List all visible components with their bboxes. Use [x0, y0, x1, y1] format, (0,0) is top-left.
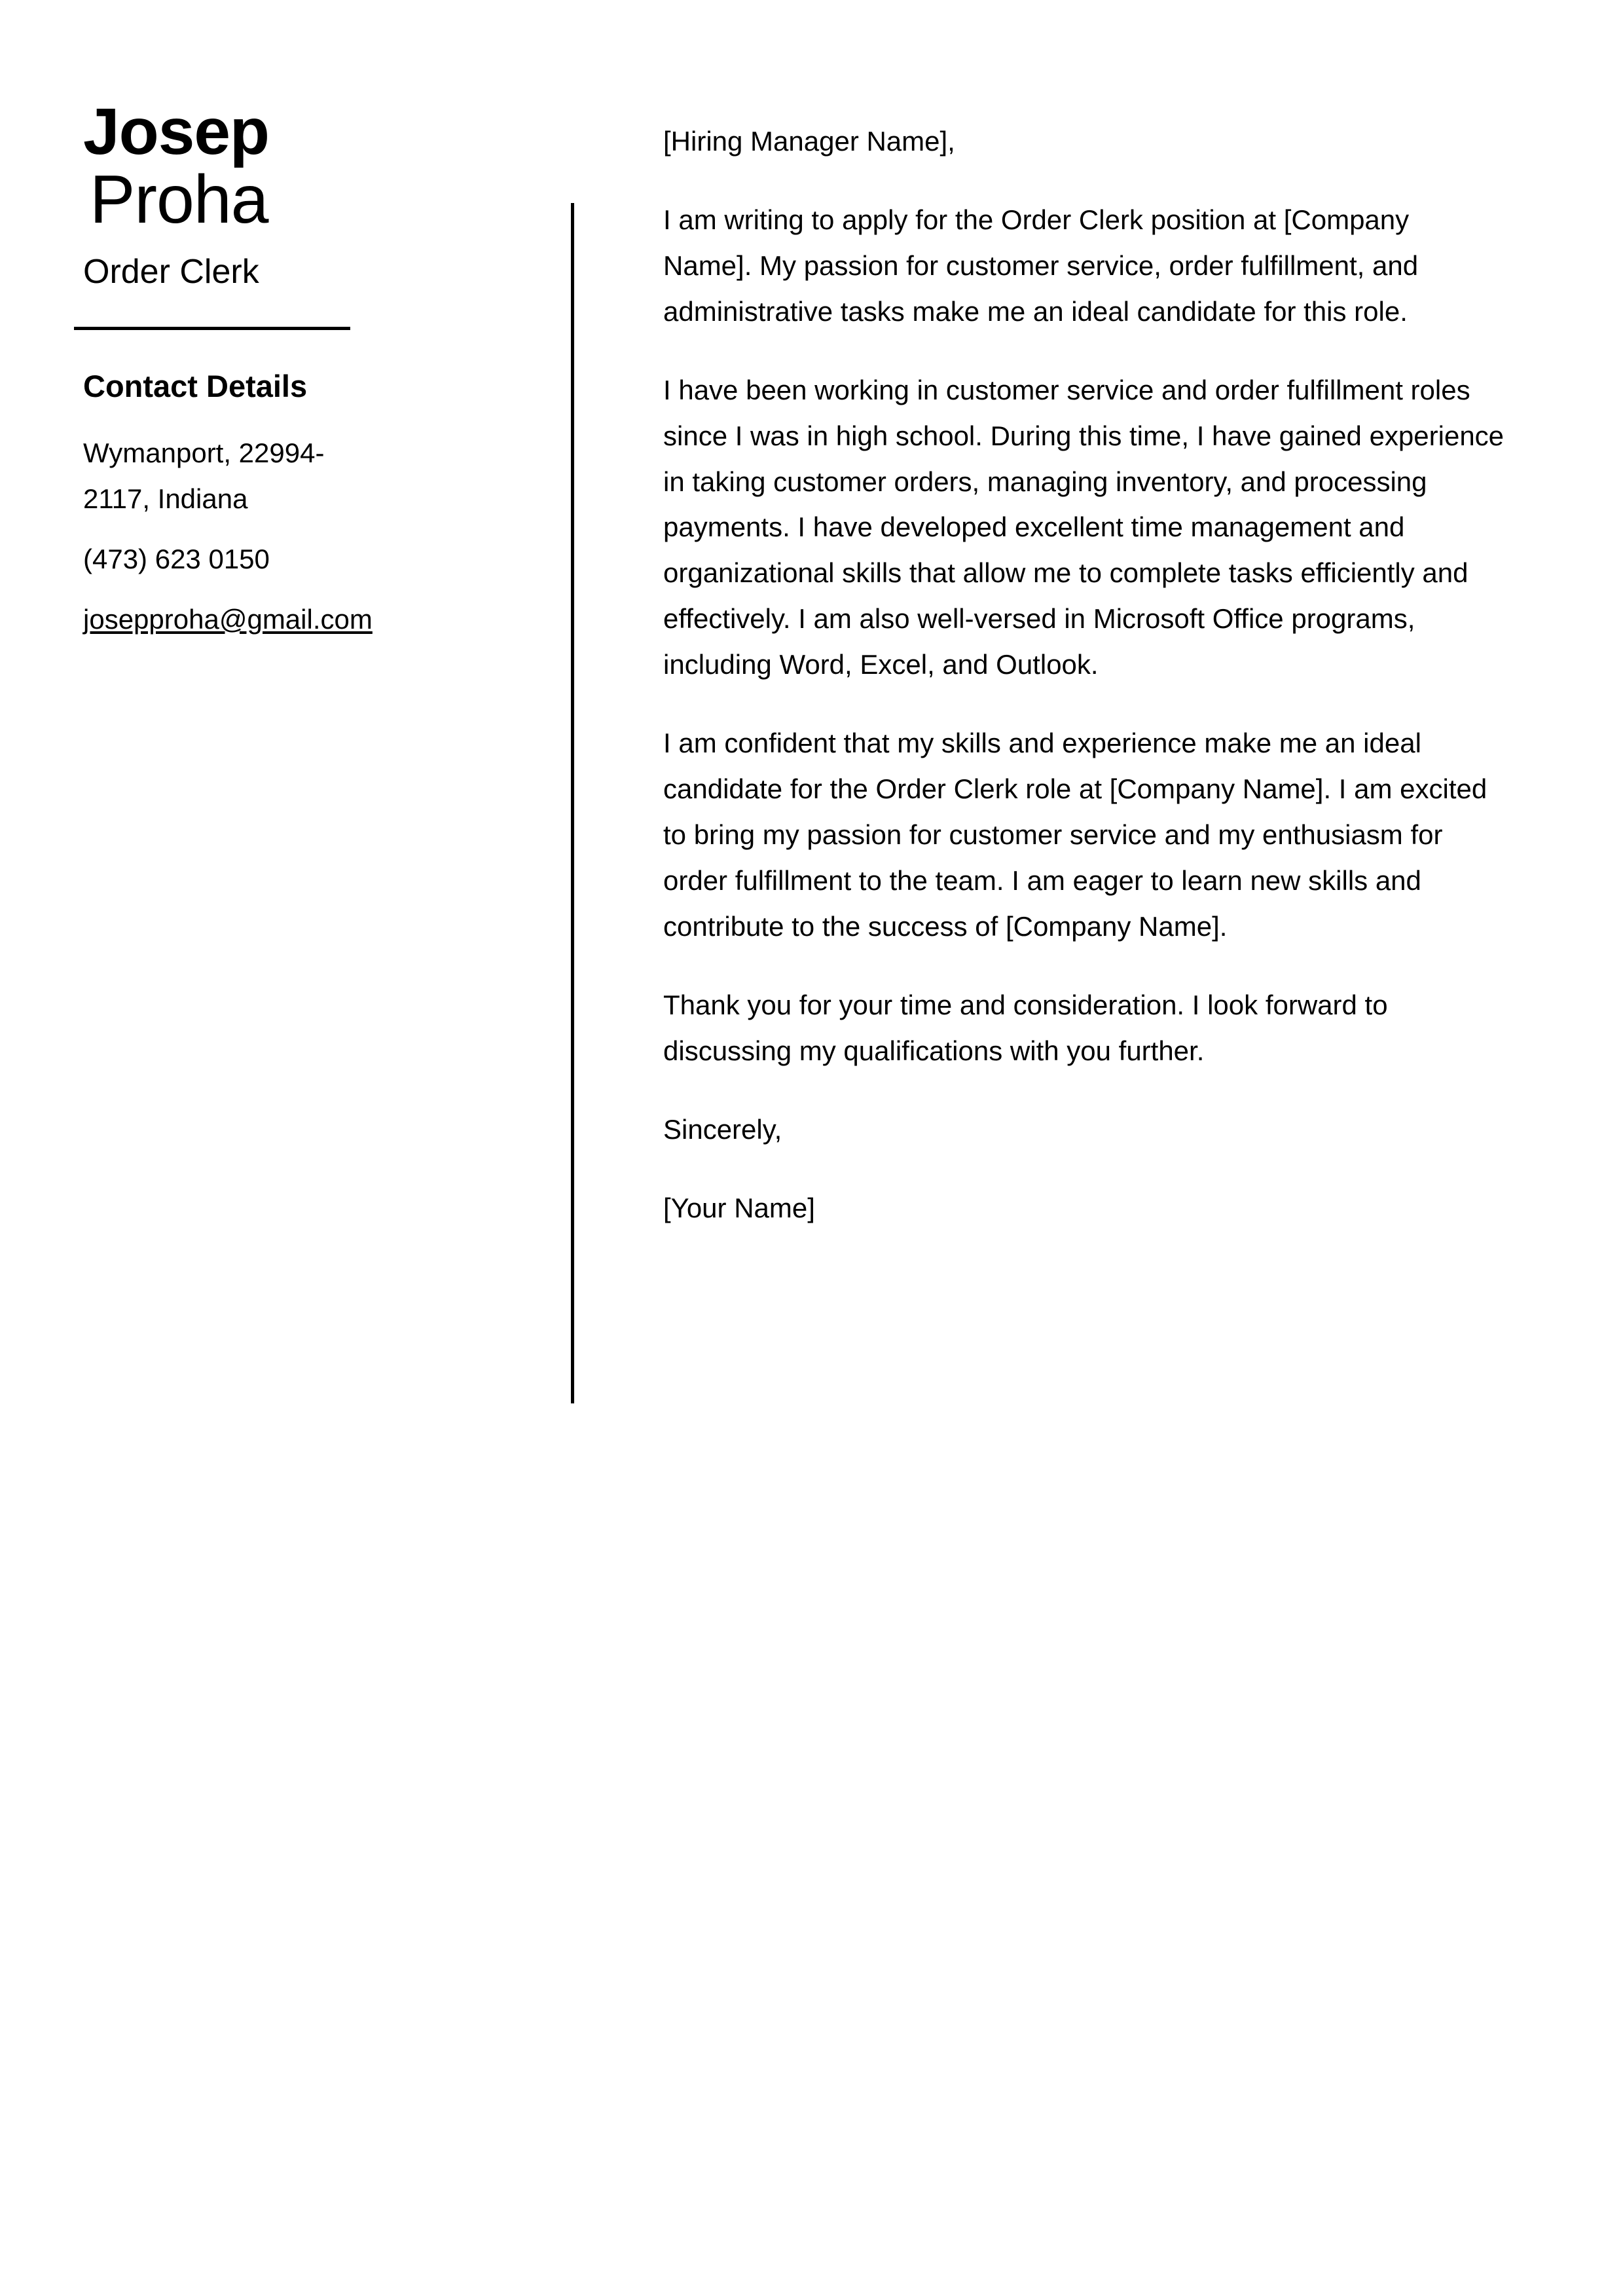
letter-closing: Sincerely,: [663, 1113, 782, 1145]
letter-paragraph-4: Thank you for your time and consideration. I look forward to discussing my qualifications with you further.: [663, 989, 1388, 1066]
contact-details-heading: Contact Details: [83, 369, 308, 404]
letter-paragraph-2: I have been working in customer service and order fulfillment roles since I was in high school. During this time, I have gained experience in taking customer orders, managing inventory, and processing payments. I have developed excellent time management and organizational skills that allow me to complete tasks efficiently and effectively. I am also well-versed in Microsoft Office programs, including Word, Excel, and Outlook.: [663, 374, 1504, 680]
contact-email-item: [83, 597, 532, 657]
candidate-first-name: Josep: [83, 95, 270, 168]
candidate-last-name: Proha: [90, 162, 268, 238]
letter-paragraph-3: I am confident that my skills and experience make me an ideal candidate for the Order Clerk role at [Company Name]. I am excited to bring my passion for customer service and my enthusiasm for order fulfillment to the team. I am eager to learn new skills and contribute to the success of [Company Name].: [663, 728, 1487, 942]
letter-salutation: [Hiring Manager Name],: [663, 126, 955, 157]
letter-signature: [Your Name]: [663, 1192, 815, 1223]
contact-phone: (473) 623 0150: [83, 544, 270, 575]
sidebar-divider: [74, 327, 350, 330]
letter-paragraph-1: I am writing to apply for the Order Clerk position at [Company Name]. My passion for customer service, order fulfillment, and administrative tasks make me an ideal candidate for this role.: [663, 204, 1419, 327]
sidebar: [74, 0, 532, 657]
contact-details-list: [83, 430, 532, 657]
letter-body: [663, 119, 1504, 1231]
candidate-job-title: Order Clerk: [83, 253, 259, 291]
contact-address: Wymanport, 22994-2117, Indiana: [83, 437, 325, 514]
candidate-name-block: [83, 0, 532, 238]
vertical-divider: [571, 203, 574, 1403]
contact-email-link[interactable]: josepproha@gmail.com: [83, 604, 373, 635]
